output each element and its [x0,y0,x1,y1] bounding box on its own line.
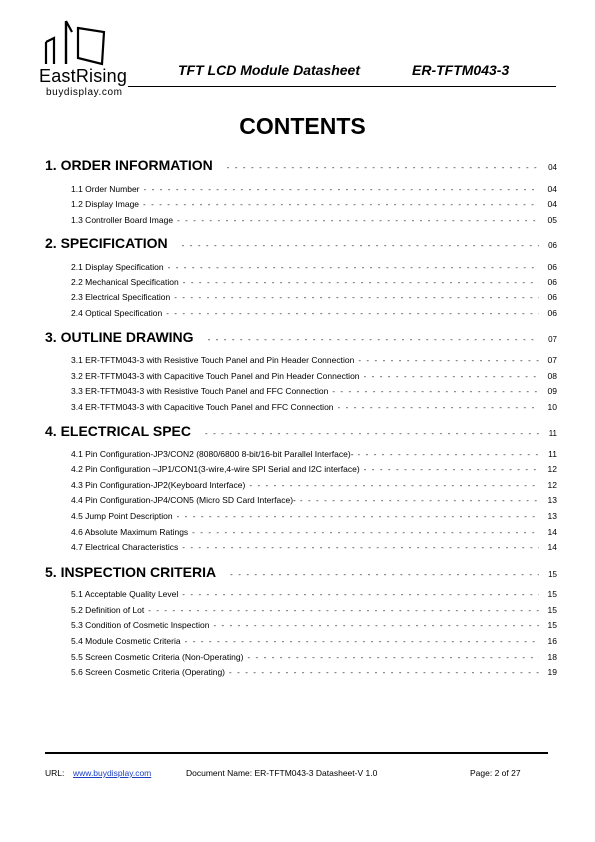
toc-item-label: 5.3 Condition of Cosmetic Inspection [71,620,210,630]
toc-item[interactable] [71,449,557,459]
toc-leader [183,278,539,287]
toc-page-number: 10 [547,402,557,412]
toc-page-number: 15 [548,570,557,579]
toc-page-number: 09 [547,386,557,396]
logo-url: buydisplay.com [46,87,123,98]
toc-leader [358,450,539,459]
toc-section-label: 3. OUTLINE DRAWING [45,329,194,345]
toc-item-label: 4.6 Absolute Maximum Ratings [71,527,189,537]
toc-page-number: 04 [547,184,557,194]
toc-item-label: 1.3 Controller Board Image [71,215,174,225]
toc-page-number: 15 [547,589,557,599]
toc-item[interactable] [71,605,557,615]
toc-item-label: 2.2 Mechanical Specification [71,277,179,287]
toc-leader [208,335,539,344]
toc-leader [338,403,539,412]
toc-leader [177,512,539,521]
toc-leader [144,185,540,194]
toc-item[interactable] [71,652,557,662]
toc-leader [192,528,539,537]
toc-section-inspection-criteria[interactable] [45,564,557,580]
toc-item[interactable] [71,667,557,677]
toc-page-number: 07 [547,355,557,365]
toc-item-label: 5.6 Screen Cosmetic Criteria (Operating) [71,667,226,677]
toc-page-number: 06 [547,277,557,287]
toc-item[interactable] [71,511,557,521]
toc-leader [229,668,539,677]
contents-heading: CONTENTS [239,113,366,139]
footer-page-number: Page: 2 of 27 [470,768,521,778]
toc-leader [300,496,539,505]
toc-leader [168,263,539,272]
toc-leader [364,372,539,381]
toc-item-label: 4.7 Electrical Characteristics [71,542,179,552]
toc-item-label: 5.2 Definition of Lot [71,605,145,615]
toc-item-label: 3.2 ER-TFTM043-3 with Capacitive Touch Panel and Pin Header Connection [71,371,360,381]
toc-item[interactable] [71,542,557,552]
toc-item[interactable] [71,184,557,194]
toc-section-specification[interactable] [45,235,557,251]
toc-leader [249,481,539,490]
toc-leader [182,241,539,250]
toc-item-label: 4.3 Pin Configuration-JP2(Keyboard Interface) [71,480,246,490]
toc-item-label: 4.2 Pin Configuration –JP1/CON1(3-wire,4-wire SPI Serial and I2C interface) [71,464,360,474]
toc-item-label: 3.4 ER-TFTM043-3 with Capacitive Touch Panel and FFC Connection [71,402,334,412]
toc-item[interactable] [71,402,557,412]
toc-page-number: 07 [548,335,557,344]
toc-leader [230,570,539,579]
toc-item-label: 3.1 ER-TFTM043-3 with Resistive Touch Panel and Pin Header Connection [71,355,355,365]
document-title: TFT LCD Module Datasheet [178,62,361,78]
toc-item[interactable] [71,292,557,302]
toc-page-number: 15 [547,605,557,615]
toc-page-number: 13 [547,495,557,505]
toc-leader [174,293,539,302]
toc-page-number: 14 [547,542,557,552]
footer-document-name: Document Name: ER-TFTM043-3 Datasheet-V 1.0 [186,768,378,778]
toc-page-number: 06 [547,262,557,272]
toc-page-number: 19 [547,667,557,677]
toc-leader [182,543,539,552]
toc-item-label: 5.1 Acceptable Quality Level [71,589,179,599]
toc-page-number: 06 [548,241,557,250]
toc-leader [247,653,539,662]
toc-item-label: 1.2 Display Image [71,199,140,209]
toc-section-order-information[interactable] [45,157,557,173]
toc-section-electrical-spec[interactable] [45,423,557,439]
toc-page-number: 12 [547,464,557,474]
toc-leader [166,309,539,318]
toc-item-label: 3.3 ER-TFTM043-3 with Resistive Touch Panel and FFC Connection [71,386,329,396]
toc-item[interactable] [71,589,557,599]
toc-item-label: 2.4 Optical Specification [71,308,163,318]
toc-leader [227,163,539,172]
toc-item[interactable] [71,355,557,365]
toc-page-number: 05 [547,215,557,225]
logo-text: EastRising [39,66,128,86]
document-model: ER-TFTM043-3 [412,62,510,78]
toc-page-number: 04 [548,163,557,172]
toc-item-label: 4.5 Jump Point Description [71,511,173,521]
toc-item[interactable] [71,308,557,318]
footer-divider [45,752,548,754]
toc-page-number: 18 [547,652,557,662]
toc-item[interactable] [71,386,557,396]
toc-item[interactable] [71,636,557,646]
toc-item-label: 2.3 Electrical Specification [71,292,171,302]
toc-item-label: 5.4 Module Cosmetic Criteria [71,636,181,646]
toc-page-number: 04 [547,199,557,209]
toc-item-label: 1.1 Order Number [71,184,140,194]
toc-item-label: 4.1 Pin Configuration-JP3/CON2 (8080/6800 8-bit/16-bit Parallel Interface)- [71,449,354,459]
toc-leader [148,606,539,615]
toc-item[interactable] [71,277,557,287]
toc-page-number: 08 [547,371,557,381]
toc-page-number: 13 [547,511,557,521]
toc-item[interactable] [71,495,557,505]
toc-section-label: 5. INSPECTION CRITERIA [45,564,217,580]
toc-leader [177,216,539,225]
toc-page-number: 06 [547,292,557,302]
toc-page-number: 12 [547,480,557,490]
toc-item[interactable] [71,199,557,209]
toc-item[interactable] [71,464,557,474]
toc-section-outline-drawing[interactable] [45,329,557,345]
toc-leader [364,465,539,474]
toc-page-number: 15 [547,620,557,630]
toc-section-label: 1. ORDER INFORMATION [45,157,213,173]
toc-item[interactable] [71,527,557,537]
toc-item-label: 5.5 Screen Cosmetic Criteria (Non-Operating) [71,652,244,662]
toc-leader [182,590,539,599]
toc-leader [205,429,539,438]
toc-item[interactable] [71,480,557,490]
toc-page-number: 14 [547,527,557,537]
footer-url-link[interactable]: www.buydisplay.com [73,768,152,778]
toc-page-number: 11 [548,449,557,459]
toc-leader [332,387,539,396]
toc-page-number: 16 [547,636,557,646]
toc-item-label: 4.4 Pin Configuration-JP4/CON5 (Micro SD Card Interface)- [71,495,296,505]
toc-page-number: 11 [548,429,557,438]
toc-leader [143,200,539,209]
footer-url-label: URL: [45,768,65,778]
toc-item[interactable] [71,371,557,381]
toc-section-label: 4. ELECTRICAL SPEC [45,423,191,439]
toc-item[interactable] [71,262,557,272]
toc-leader [213,621,539,630]
toc-leader [358,356,539,365]
toc-item[interactable] [71,215,557,225]
toc-section-label: 2. SPECIFICATION [45,235,168,251]
toc-page-number: 06 [547,308,557,318]
toc-item-label: 2.1 Display Specification [71,262,164,272]
toc-item[interactable] [71,620,557,630]
toc-leader [185,637,539,646]
